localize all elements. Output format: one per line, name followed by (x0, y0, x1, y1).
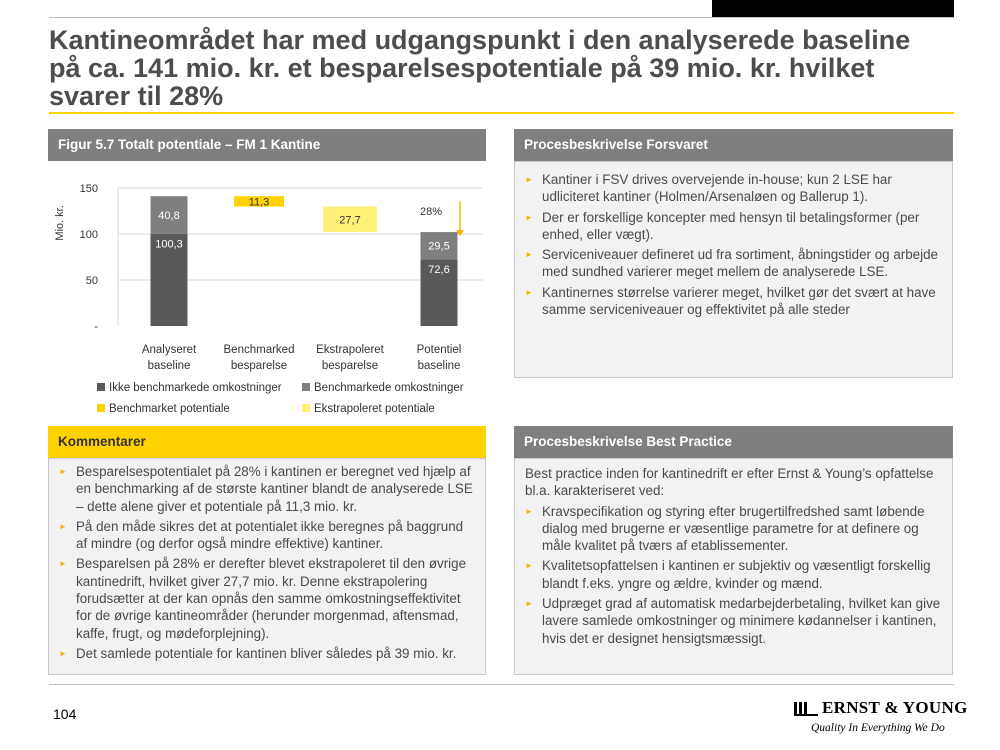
forsvaret-bullet: ► Kantiner i FSV drives overvejende in-house; kun 2 LSE har udliciteret kantiner (Holmen/Arsenaløen og Ballerup 1). (525, 171, 944, 206)
kommentarer-header: Kommentarer (48, 426, 486, 458)
forsvaret-header: Procesbeskrivelse Forsvaret (514, 129, 953, 161)
logo-name: ERNST & YOUNG (822, 698, 968, 717)
x-category-label: Analyseret (141, 344, 197, 356)
legend-swatch-icon (97, 404, 105, 412)
y-tick-label: 150 (79, 183, 98, 195)
legend-label: Ekstrapoleret potentiale (314, 403, 435, 415)
top-black-box (712, 0, 954, 18)
x-category-label: baseline (417, 360, 461, 372)
bestpractice-bullet: ► Udpræget grad af automatisk medarbejderbetaling, hvilket kan give lavere samlede omkostninger og minimere kødannelser i kantinen, hvis det er designet hensigtsmæssigt. (525, 595, 944, 647)
data-label: 29,5 (428, 240, 450, 253)
forsvaret-bullet: ► Serviceniveauer defineret ud fra sortiment, åbningstider og arbejde med sundhed varierer meget mellem de analyserede LSE. (525, 246, 944, 281)
forsvaret-list (525, 171, 944, 318)
x-category-label: besparelse (230, 360, 288, 372)
x-category-label: baseline (147, 360, 191, 372)
title-line-2: på ca. 141 mio. kr. et besparelsespotentiale på 39 mio. kr. hvilket (49, 53, 875, 83)
top-divider (49, 17, 954, 18)
y-tick-label: - (94, 321, 98, 333)
page-number: 104 (53, 706, 77, 722)
legend-swatch-icon (97, 383, 105, 391)
legend-swatch-icon (302, 383, 310, 391)
x-category-label: besparelse (321, 360, 379, 372)
x-category-label: Ekstrapoleret (316, 344, 384, 356)
bestpractice-intro: Best practice inden for kantinedrift er efter Ernst & Young’s opfattelse bl.a. karakteriseret ved: (525, 466, 934, 499)
logo-tagline: Quality In Everything We Do (811, 722, 945, 734)
bestpractice-bullet: ► Kravspecifikation og styring efter brugertilfredshed samt løbende dialog med brugerne er væsentlige parametre for at definere og måle kvalitet på tværs af etablissementer. (525, 503, 944, 555)
legend-label: Benchmarkede omkostninger (314, 382, 464, 394)
legend-swatch-icon (302, 404, 310, 412)
bestpractice-header: Procesbeskrivelse Best Practice (514, 426, 953, 458)
forsvaret-bullet: ► Kantinernes størrelse varierer meget, hvilket gør det svært at have samme serviceniveauer og effektivitet på alle steder (525, 284, 944, 319)
kommentar-bullet: ► Besparelsespotentialet på 28% i kantinen er beregnet ved hjælp af en benchmarking af de største kantiner blandt de analyserede LSE – dette alene giver et potentiale på 11,3 mio. kr. (59, 463, 477, 515)
figure-header: Figur 5.7 Totalt potentiale – FM 1 Kantine (48, 129, 486, 161)
figure-panel (48, 161, 486, 423)
kommentar-bullet: ► Besparelsen på 28% er derefter blevet ekstrapoleret til den øvrige kantinedrift, hvilket giver 27,7 mio. kr. Denne ekstrapolering forudsætter at der kan opnås den samme omkostningseffektivitet for de øvrige kantineområder (herunder morgenmad, aftensmad, kaffe, frugt, og mødeforplejning). (59, 555, 477, 641)
ernst-young-logo (790, 698, 968, 740)
data-label: 40,8 (158, 209, 180, 222)
legend-label: Benchmarket potentiale (109, 403, 230, 415)
legend-item-3 (97, 403, 230, 415)
legend-item-4 (302, 403, 435, 415)
bestpractice-bullet: ► Kvalitetsopfattelsen i kantinen er subjektiv og væsentligt forskellig blandt f.eks. yngre og ældre, kvinder og mænd. (525, 557, 944, 592)
kommentar-bullet: ► På den måde sikres det at potentialet ikke beregnes på baggrund af mindre (og derfor også mindre effektive) kantiner. (59, 518, 477, 553)
bestpractice-list (525, 503, 944, 647)
percent-annotation: 28% (419, 206, 443, 219)
data-label: 72,6 (428, 264, 450, 277)
legend-label: Ikke benchmarkede omkostninger (109, 382, 282, 394)
forsvaret-panel (514, 161, 953, 378)
kommentarer-list (59, 463, 477, 662)
x-category-label: Potentiel (416, 344, 462, 356)
x-category-label: Benchmarked (223, 344, 295, 356)
title-line-3: svarer til 28% (49, 81, 224, 111)
title-line-1: Kantineområdet har med udgangspunkt i den analyserede baseline (49, 25, 911, 55)
y-axis-label: Mio. kr. (54, 205, 66, 241)
data-label: 11,3 (248, 196, 270, 209)
kommentarer-panel (48, 458, 486, 675)
bestpractice-panel (514, 458, 953, 675)
data-label: 27,7 (339, 214, 361, 227)
page-title (49, 26, 954, 110)
title-underline (49, 112, 954, 114)
footer-divider (49, 684, 954, 685)
forsvaret-bullet: ► Der er forskellige koncepter med hensyn til betalingsformer (per enhed, eller vægt). (525, 209, 944, 244)
kommentar-bullet: ► Det samlede potentiale for kantinen bliver således på 39 mio. kr. (59, 645, 477, 662)
ey-logo-icon (794, 701, 818, 717)
legend-item-1 (97, 382, 282, 394)
y-tick-label: 50 (85, 275, 98, 287)
data-label: 100,3 (155, 238, 183, 251)
legend-item-2 (302, 382, 464, 394)
y-tick-label: 100 (79, 229, 98, 241)
